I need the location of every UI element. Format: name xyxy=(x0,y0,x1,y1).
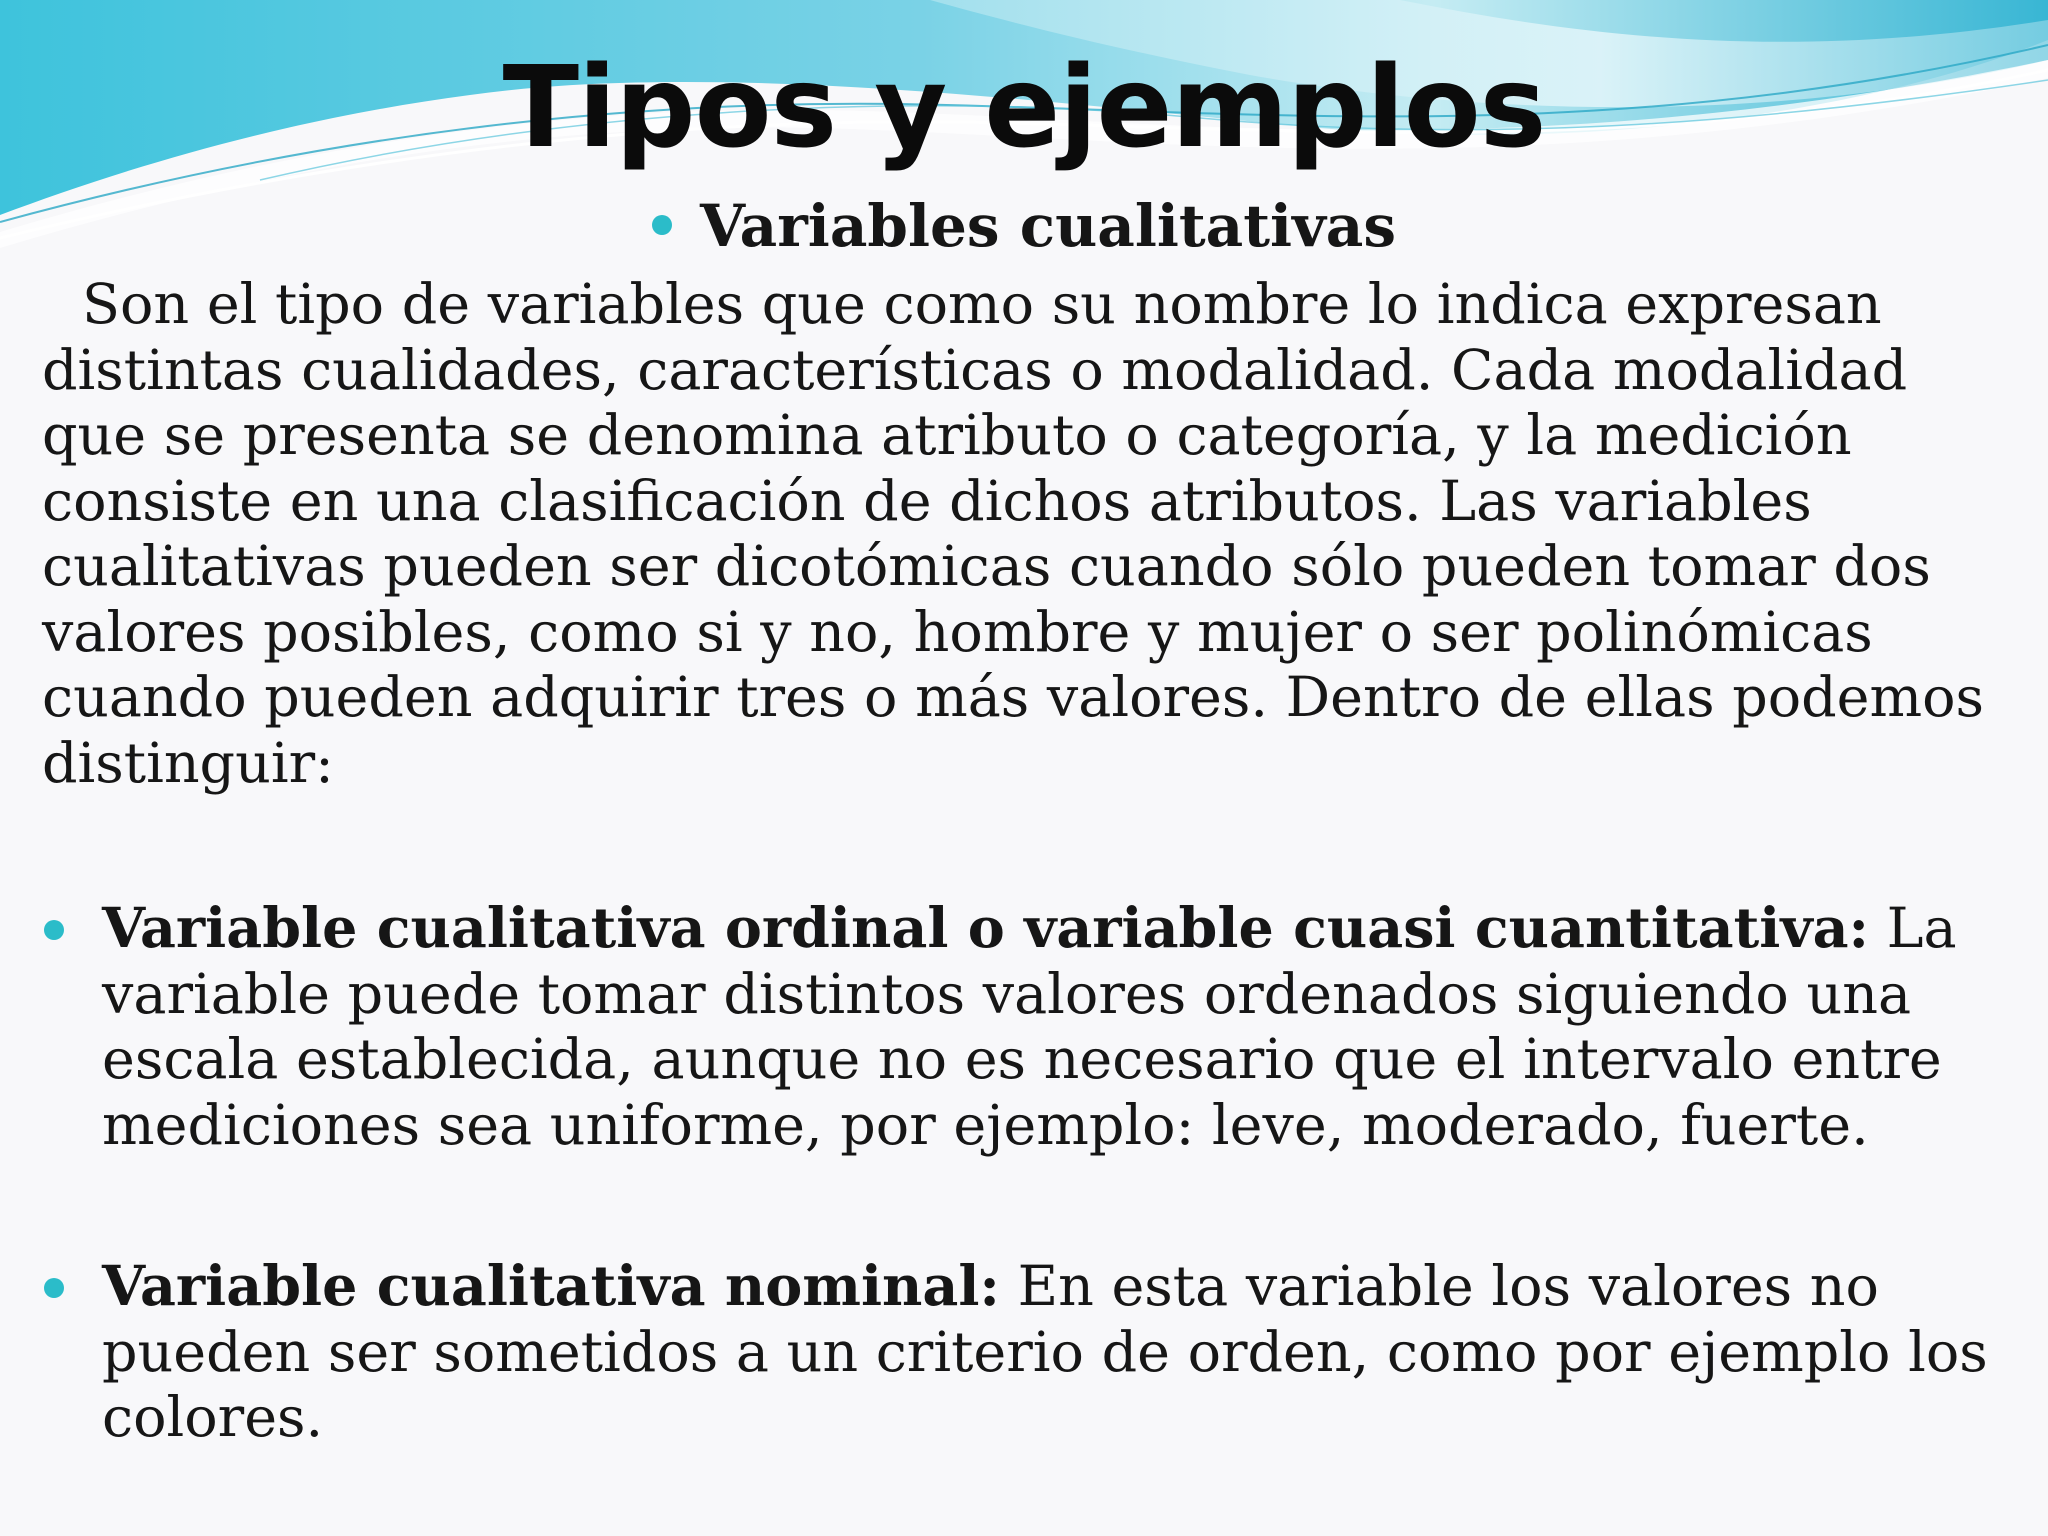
bullet-icon xyxy=(652,215,672,235)
item-term: Variable cualitativa ordinal o variable cuasi cuantitativa: xyxy=(102,896,1870,961)
list-item xyxy=(102,1254,2022,1451)
item-text: En esta variable los valores no pueden ser sometidos a un criterio de orden, como por ejemplo los colores. xyxy=(102,1254,1988,1450)
subheading xyxy=(0,190,2048,262)
subheading-text: Variables cualitativas xyxy=(699,192,1397,260)
slide-title: Tipos y ejemplos xyxy=(502,43,1546,173)
item-term: Variable cualitativa nominal: xyxy=(102,1254,1000,1319)
intro-paragraph: Son el tipo de variables que como su nombre lo indica expresan distintas cualidades, características o modalidad. Cada modalidad que se presenta se denomina atributo o categoría, y la medición consiste en una clasificación de dichos atributos. Las variables cualitativas pueden ser dicotómicas cuando sólo pueden tomar dos valores posibles, como si y no, hombre y mujer o ser polinómicas cuando pueden adquirir tres o más valores. Dentro de ellas podemos distinguir: xyxy=(42,272,1985,796)
item-text: La variable puede tomar distintos valores ordenados siguiendo una escala establecida, aunque no es necesario que el intervalo entre mediciones sea uniforme, por ejemplo: leve, moderado, fuerte. xyxy=(102,896,1957,1158)
bullet-icon xyxy=(44,1278,64,1298)
list-item xyxy=(102,896,2022,1158)
bullet-icon xyxy=(44,920,64,940)
